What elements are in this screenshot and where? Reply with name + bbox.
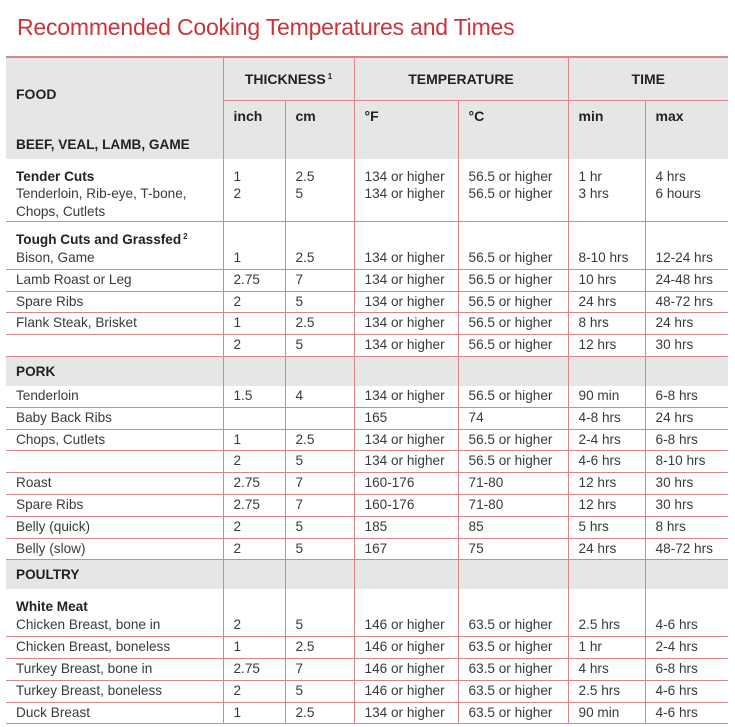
section-cell: [285, 130, 354, 159]
section-cell: [458, 130, 568, 159]
cell-cm: 7: [285, 473, 354, 495]
cell-food: Belly (slow): [6, 538, 223, 560]
cell-f: 134 or higher: [354, 335, 458, 357]
cell-cm: 2.5: [285, 313, 354, 335]
table-row: [6, 680, 728, 702]
cell-max: 30 hrs: [645, 335, 728, 357]
cell-c: 75: [458, 538, 568, 560]
cell-cm: 2.5: [285, 637, 354, 659]
header-cm: cm: [285, 101, 354, 131]
header-row-groups: [6, 57, 728, 101]
cell-min: 12 hrs: [568, 473, 645, 495]
cell-c: 63.5 or higher: [458, 637, 568, 659]
cell-food: Flank Steak, Brisket: [6, 313, 223, 335]
cell-max: 24 hrs: [645, 313, 728, 335]
cell-inch: 1: [223, 702, 285, 724]
table-row: [6, 248, 728, 269]
cell-max: 8-10 hrs: [645, 451, 728, 473]
cell-c: 74: [458, 407, 568, 429]
cell-food: Chicken Breast, boneless: [6, 637, 223, 659]
cell-max: 2-4 hrs: [645, 637, 728, 659]
table-body: [6, 130, 728, 724]
table-row: [6, 473, 728, 495]
section-cell: [568, 130, 645, 159]
cell-inch: 2: [223, 516, 285, 538]
header-inch: inch: [223, 101, 285, 131]
section-label: BEEF, VEAL, LAMB, GAME: [6, 130, 223, 159]
cell-inch: 2: [223, 615, 285, 636]
cell-max: 48-72 hrs: [645, 291, 728, 313]
subcategory-label: [6, 222, 223, 249]
cell-min: 4-8 hrs: [568, 407, 645, 429]
cell-f: 134 or higher: [354, 313, 458, 335]
cell-cm: 2.5: [285, 702, 354, 724]
cell-f: 134 or higher: [354, 269, 458, 291]
cell-food: Chops, Cutlets: [6, 429, 223, 451]
header-thickness: [223, 57, 354, 101]
cell-c: 56.5 or higher: [458, 429, 568, 451]
table-row: [6, 407, 728, 429]
header-f: °F: [354, 101, 458, 131]
section-cell: [354, 356, 458, 386]
cell-cm: 5: [285, 291, 354, 313]
section-cell: [354, 560, 458, 590]
cell-inch: 2: [223, 185, 285, 222]
table-row: [6, 637, 728, 659]
cell-food: Spare Ribs: [6, 291, 223, 313]
cell-max: 4-6 hrs: [645, 702, 728, 724]
cell-min: 4-6 hrs: [568, 451, 645, 473]
section-cell: [645, 560, 728, 590]
subcategory-text: White Meat: [16, 599, 88, 615]
cell-max: 24-48 hrs: [645, 269, 728, 291]
cell-food: Baby Back Ribs: [6, 407, 223, 429]
cell-inch: [223, 407, 285, 429]
section-cell: [354, 130, 458, 159]
cell-food: Turkey Breast, boneless: [6, 680, 223, 702]
cell-f: 134 or higher: [354, 451, 458, 473]
cell-f: 160-176: [354, 494, 458, 516]
cell-cm: [285, 589, 354, 615]
section-cell: [568, 356, 645, 386]
section-cell: [458, 356, 568, 386]
cell-food: Chicken Breast, bone in: [6, 615, 223, 636]
cell-cm: 5: [285, 335, 354, 357]
header-time: TIME: [568, 57, 728, 101]
cell-cm: 2.5: [285, 159, 354, 185]
cell-max: [645, 222, 728, 249]
section-cell: [568, 560, 645, 590]
section-label: PORK: [6, 356, 223, 386]
cell-inch: 2: [223, 335, 285, 357]
cell-f: [354, 222, 458, 249]
cell-min: 12 hrs: [568, 494, 645, 516]
cell-min: 12 hrs: [568, 335, 645, 357]
footnote-2: 2: [183, 232, 188, 241]
footnote-1: 1: [327, 72, 333, 81]
cell-c: 85: [458, 516, 568, 538]
cell-cm: [285, 222, 354, 249]
table-row: [6, 291, 728, 313]
cell-inch: 1: [223, 637, 285, 659]
cell-f: 134 or higher: [354, 386, 458, 407]
cell-min: 3 hrs: [568, 185, 645, 222]
cell-min: 90 min: [568, 386, 645, 407]
cell-cm: 7: [285, 269, 354, 291]
section-label: POULTRY: [6, 560, 223, 590]
cell-f: 165: [354, 407, 458, 429]
cell-max: 4 hrs: [655, 169, 686, 184]
cell-cm: 5: [285, 516, 354, 538]
section-cell: [645, 130, 728, 159]
cell-inch: [223, 222, 285, 249]
cell-inch: 2: [223, 291, 285, 313]
section-cell: [285, 356, 354, 386]
cell-cm: 2.5: [285, 248, 354, 269]
cooking-table: [6, 56, 728, 724]
subcategory-text: Tender Cuts: [16, 169, 95, 184]
cell-cm: 2.5: [285, 429, 354, 451]
subcategory-row: [6, 159, 728, 185]
table-row: [6, 335, 728, 357]
cell-max: 6-8 hrs: [645, 386, 728, 407]
cell-inch: 1: [223, 313, 285, 335]
cell-min: 2-4 hrs: [568, 429, 645, 451]
cell-inch: 2: [223, 680, 285, 702]
cell-cm: 5: [285, 185, 354, 222]
section-header-row: [6, 560, 728, 590]
cell-max: 4-6 hrs: [645, 680, 728, 702]
cell-food: Turkey Breast, bone in: [6, 658, 223, 680]
cell-c: 56.5 or higher: [458, 451, 568, 473]
cell-cm: 7: [285, 658, 354, 680]
cell-c: 56.5 or higher: [458, 386, 568, 407]
cell-c: 63.5 or higher: [458, 658, 568, 680]
header-c: °C: [458, 101, 568, 131]
cell-min: 1 hr: [568, 159, 645, 185]
cell-f: 146 or higher: [354, 680, 458, 702]
cell-inch: 2.75: [223, 494, 285, 516]
cell-min: 1 hr: [568, 637, 645, 659]
cell-food: Tenderloin, Rib-eye, T-bone, Chops, Cutlets: [6, 185, 223, 222]
subcategory-row: [6, 222, 728, 249]
cell-food: Duck Breast: [6, 702, 223, 724]
cell-c: 63.5 or higher: [458, 615, 568, 636]
cell-f: 160-176: [354, 473, 458, 495]
header-temperature: TEMPERATURE: [354, 57, 568, 101]
cell-f: 146 or higher: [354, 637, 458, 659]
cell-max: 4-6 hrs: [645, 615, 728, 636]
section-cell: [223, 130, 285, 159]
cell-food: Belly (quick): [6, 516, 223, 538]
cell-f: 146 or higher: [354, 658, 458, 680]
table-row: [6, 538, 728, 560]
cell-inch: 2: [223, 538, 285, 560]
cell-f: 134 or higher: [354, 429, 458, 451]
cell-min: 24 hrs: [568, 538, 645, 560]
cell-c: 63.5 or higher: [458, 680, 568, 702]
subcategory-row: [6, 589, 728, 615]
header-min: min: [568, 101, 645, 131]
cell-c: [458, 222, 568, 249]
table-row: [6, 269, 728, 291]
cell-inch: 1: [223, 248, 285, 269]
cell-max: 48-72 hrs: [645, 538, 728, 560]
cell-cm: 4: [285, 386, 354, 407]
table-row: [6, 451, 728, 473]
table-row: [6, 185, 728, 222]
cell-inch: 1: [223, 159, 285, 185]
cell-inch: 2.75: [223, 658, 285, 680]
subcategory-label: [6, 589, 223, 615]
cell-min: 10 hrs: [568, 269, 645, 291]
cell-min: [568, 222, 645, 249]
cell-food: [6, 451, 223, 473]
cell-inch: 2.75: [223, 473, 285, 495]
cell-max: 30 hrs: [645, 473, 728, 495]
header-max: max: [645, 101, 728, 131]
header-thickness-label: THICKNESS: [244, 71, 326, 87]
cell-min: 8 hrs: [568, 313, 645, 335]
section-cell: [458, 560, 568, 590]
cell-f: 134 or higher: [354, 702, 458, 724]
cell-c: 63.5 or higher: [458, 702, 568, 724]
cell-min: 24 hrs: [568, 291, 645, 313]
cell-cm: 5: [285, 451, 354, 473]
cell-inch: 2.75: [223, 269, 285, 291]
cell-min: 2.5 hrs: [568, 615, 645, 636]
subcategory-label: [6, 159, 223, 185]
cell-c: 56.5 or higher: [458, 159, 568, 185]
cell-c: [458, 589, 568, 615]
cell-food: Roast: [6, 473, 223, 495]
table-row: [6, 313, 728, 335]
cell-cm: 5: [285, 680, 354, 702]
cell-f: 134 or higher: [354, 185, 458, 222]
cell-inch: 1: [223, 429, 285, 451]
cell-c: 56.5 or higher: [458, 269, 568, 291]
cell-f: 167: [354, 538, 458, 560]
cell-max: 8 hrs: [645, 516, 728, 538]
cell-c: 71-80: [458, 494, 568, 516]
cell-inch: 2: [223, 451, 285, 473]
cell-inch: 1.5: [223, 386, 285, 407]
cell-inch: [223, 589, 285, 615]
table-row: [6, 386, 728, 407]
cell-min: [568, 589, 645, 615]
cell-c: 56.5 or higher: [458, 248, 568, 269]
cell-food: Spare Ribs: [6, 494, 223, 516]
cell-f: 185: [354, 516, 458, 538]
cell-f: 146 or higher: [354, 615, 458, 636]
cell-max: 12-24 hrs: [645, 248, 728, 269]
cell-f: 134 or higher: [354, 159, 458, 185]
cell-c: 71-80: [458, 473, 568, 495]
cell-cm: 7: [285, 494, 354, 516]
table-row: [6, 429, 728, 451]
table-row: [6, 658, 728, 680]
cell-c: 56.5 or higher: [458, 335, 568, 357]
section-cell: [223, 356, 285, 386]
header-food: FOOD: [6, 57, 223, 130]
cell-max: [645, 589, 728, 615]
section-header-row: [6, 130, 728, 159]
subcategory-text: Tough Cuts and Grassfed: [16, 232, 182, 247]
cell-min: 2.5 hrs: [568, 680, 645, 702]
cell-min: 5 hrs: [568, 516, 645, 538]
table-row: [6, 615, 728, 636]
page-title: Recommended Cooking Temperatures and Times: [17, 14, 515, 40]
cell-food: Bison, Game: [6, 248, 223, 269]
cell-min: 90 min: [568, 702, 645, 724]
section-cell: [223, 560, 285, 590]
cell-max: 30 hrs: [645, 494, 728, 516]
cell-min: 8-10 hrs: [568, 248, 645, 269]
table-row: [6, 516, 728, 538]
table-row: [6, 702, 728, 724]
cell-cm: 5: [285, 615, 354, 636]
cell-f: 134 or higher: [354, 248, 458, 269]
cell-cm: 5: [285, 538, 354, 560]
cell-min: 4 hrs: [568, 658, 645, 680]
cell-max: 6-8 hrs: [645, 658, 728, 680]
cell-food: Tenderloin: [6, 386, 223, 407]
cell-f: [354, 589, 458, 615]
section-header-row: [6, 356, 728, 386]
cell-cm: [285, 407, 354, 429]
cell-f: 134 or higher: [354, 291, 458, 313]
cell-food: Lamb Roast or Leg: [6, 269, 223, 291]
cell-food: [6, 335, 223, 357]
cell-c: 56.5 or higher: [458, 185, 568, 222]
section-cell: [285, 560, 354, 590]
cell-max: 6 hours: [645, 185, 728, 222]
cell-c: 56.5 or higher: [458, 291, 568, 313]
cell-c: 56.5 or higher: [458, 313, 568, 335]
cell-max: 6-8 hrs: [645, 429, 728, 451]
cell-max: 24 hrs: [645, 407, 728, 429]
table-row: [6, 494, 728, 516]
section-cell: [645, 356, 728, 386]
